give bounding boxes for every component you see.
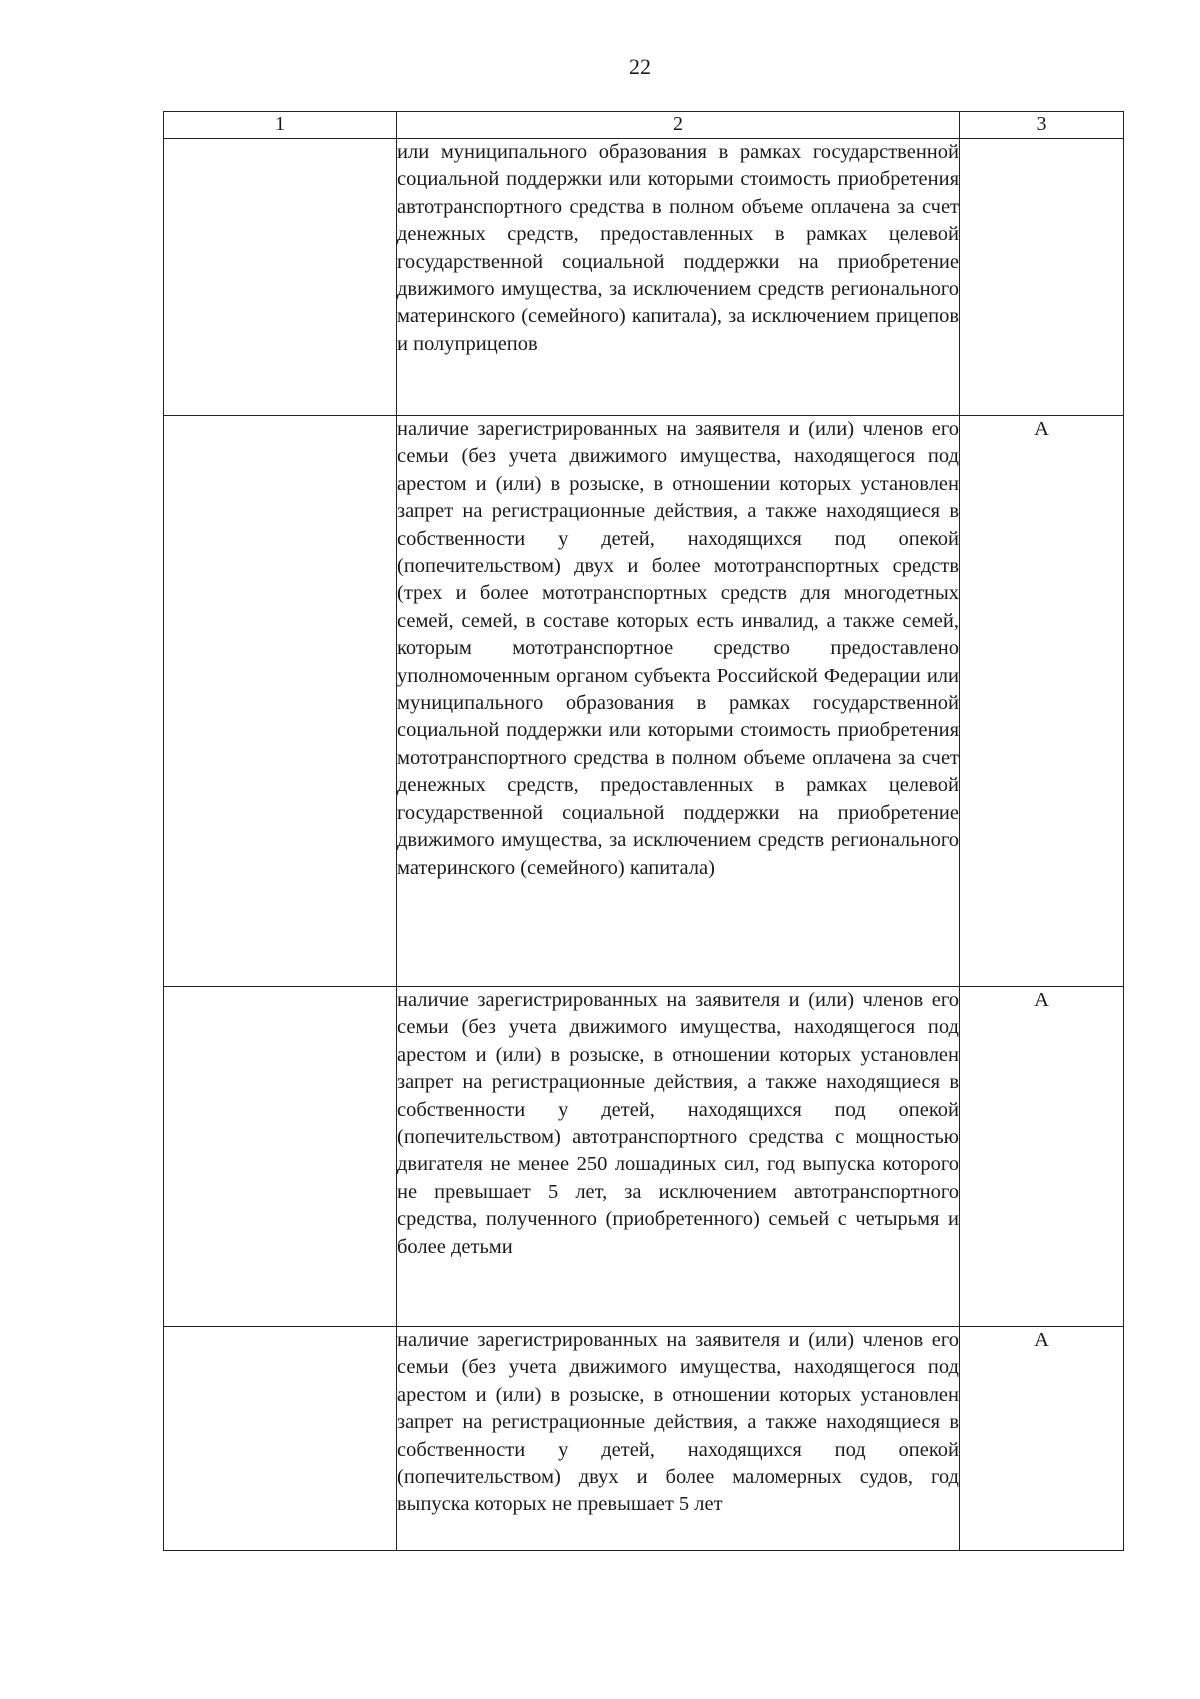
row-number-cell bbox=[164, 987, 397, 1327]
page-number: 22 bbox=[629, 54, 651, 79]
code-cell: А bbox=[960, 416, 1124, 987]
row-number-cell bbox=[164, 139, 397, 416]
table-row bbox=[164, 139, 1124, 416]
column-header-3: 3 bbox=[960, 112, 1124, 139]
table-row bbox=[164, 416, 1124, 987]
column-header-2: 2 bbox=[397, 112, 960, 139]
document-table bbox=[163, 111, 1124, 1551]
condition-text-cell: или муниципального образования в рамках государственной социальной поддержки или которыми стоимость приобретения автотранспортного средства в полном объеме оплачена за счет денежных средств, предоставленных в рамках целевой государственной социальной поддержки на приобретение движимого имущества, за исключением средств регионального материнского (семейного) капитала), за исключением прицепов и полуприцепов bbox=[397, 139, 960, 416]
code-cell: А bbox=[960, 1327, 1124, 1551]
code-cell bbox=[960, 139, 1124, 416]
column-header-1: 1 bbox=[164, 112, 397, 139]
table-row bbox=[164, 987, 1124, 1327]
row-number-cell bbox=[164, 1327, 397, 1551]
condition-text-cell: наличие зарегистрированных на заявителя и (или) членов его семьи (без учета движимого имущества, находящегося под арестом и (или) в розыске, в отношении которых установлен запрет на регистрационные действия, а также находящиеся в собственности у детей, находящихся под опекой (попечительством) двух и более мототранспортных средств (трех и более мототранспортных средств для многодетных семей, семей, в составе которых есть инвалид, а также семей, которым мототранспортное средство предоставлено уполномоченным органом субъекта Российской Федерации или муниципального образования в рамках государственной социальной поддержки или которыми стоимость приобретения мототранспортного средства в полном объеме оплачена за счет денежных средств, предоставленных в рамках целевой государственной социальной поддержки на приобретение движимого имущества, за исключением средств регионального материнского (семейного) капитала) bbox=[397, 416, 960, 987]
condition-text-cell: наличие зарегистрированных на заявителя и (или) членов его семьи (без учета движимого имущества, находящегося под арестом и (или) в розыске, в отношении которых установлен запрет на регистрационные действия, а также находящиеся в собственности у детей, находящихся под опекой (попечительством) автотранспортного средства с мощностью двигателя не менее 250 лошадиных сил, год выпуска которого не превышает 5 лет, за исключением автотранспортного средства, полученного (приобретенного) семьей с четырьмя и более детьми bbox=[397, 987, 960, 1327]
table-row bbox=[164, 1327, 1124, 1551]
condition-text-cell: наличие зарегистрированных на заявителя и (или) членов его семьи (без учета движимого имущества, находящегося под арестом и (или) в розыске, в отношении которых установлен запрет на регистрационные действия, а также находящиеся в собственности у детей, находящихся под опекой (попечительством) двух и более маломерных судов, год выпуска которых не превышает 5 лет bbox=[397, 1327, 960, 1551]
row-number-cell bbox=[164, 416, 397, 987]
table-header-row bbox=[164, 112, 1124, 139]
code-cell: А bbox=[960, 987, 1124, 1327]
